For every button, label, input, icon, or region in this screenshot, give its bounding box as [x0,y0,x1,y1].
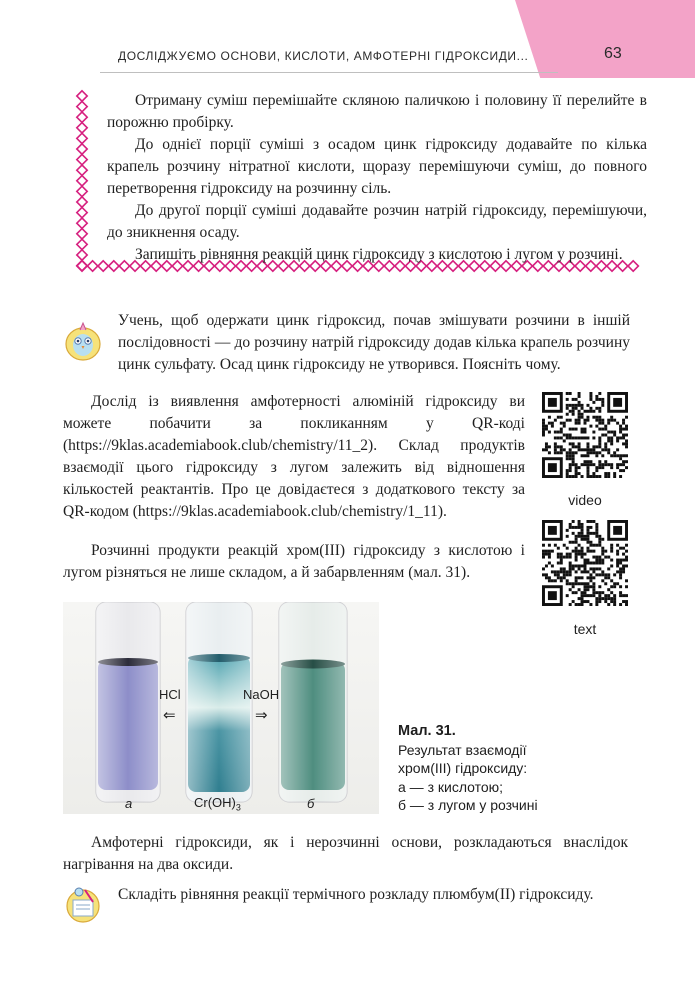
task-paragraph-1: Отриману суміш перемішайте скляною паличкою і половину її перелийте в порожню пробірку. [107,92,647,131]
caption-line-2: хром(III) гідроксиду: [398,760,528,776]
arrow-left-icon: ⇐ [163,707,176,724]
exercise-text: Складіть рівняння реакції термічного розкладу плюмбум(II) гідроксиду. [118,886,594,903]
label-hcl: HCl [159,687,181,702]
paragraph-chromium: Розчинні продукти реакцій хром(III) гідроксиду з кислотою і лугом різняться не лише складом, а й забарвленням (мал. 31). [63,542,525,581]
label-tube-a: а [125,796,133,811]
label-tube-center: $Cr(OH)_3$ [194,795,241,813]
owl-mascot-writing-icon [63,882,103,924]
page-number: 63 [604,45,622,62]
task-paragraph-4: Запишіть рівняння реакцій цинк гідроксиду з кислотою і лугом у розчині. [135,246,623,263]
arrow-right-icon: ⇒ [255,707,268,724]
qr-code-text[interactable] [542,520,628,606]
task-text [107,90,647,266]
figure-caption [398,722,538,815]
qr-code-video[interactable] [542,392,628,478]
question-text: Учень, щоб одержати цинк гідроксид, почав змішувати розчини в іншій послідовності — до розчину натрій гідроксиду додав кілька крапель розчину цинк сульфату. Осад цинк гідроксиду не утворився. Поясніть чому. [118,312,630,373]
qr-caption-video: video [568,492,602,508]
caption-line-3: а — з кислотою; [398,778,504,795]
header-rule [100,72,558,73]
task-paragraph-2: До однієї порції суміші з осадом цинк гідроксиду додавайте по кілька крапель розчину нітратної кислоти, щоразу перемішуючи суміш, до повного перетворення гідроксиду на розчинну сіль. [107,136,647,197]
qr-caption-text: text [573,621,597,637]
test-tubes-photo [63,602,379,814]
label-tube-b: б [307,796,315,811]
figure-number: Мал. 31. [398,723,456,739]
caption-line-4: б — з лугом у розчині [398,797,538,813]
corner-tab [515,0,695,78]
caption-line-1: Результат взаємодії [398,741,527,758]
task-box [74,88,646,274]
paragraph-qr-info: Дослід із виявлення амфотерності алюміній гідроксиду ви можете побачити за покликанням у QR-коді (https://9klas.academiabook.club/chemistry/11_2). Склад продуктів взаємодії цього гідроксиду з лугом залежить від відношення кількостей реактантів. Про це довідаєтеся з додаткового тексту за QR-кодом (https://9klas.academiabook.club/chemistry/1_11). [63,393,525,520]
task-paragraph-3: До другої порції суміші додавайте розчин натрій гідроксиду, перемішуючи, до зникнення осаду. [107,202,647,241]
label-naoh: NaOH [243,687,280,702]
owl-mascot-icon [63,320,103,362]
paragraph-amphoteric: Амфотерні гідроксиди, як і нерозчинні основи, розкладаються внаслідок нагрівання на два оксиди. [63,834,628,873]
running-title: ДОСЛІДЖУЄМО ОСНОВИ, КИСЛОТИ, АМФОТЕРНІ ГІДРОКСИДИ... [118,49,529,63]
